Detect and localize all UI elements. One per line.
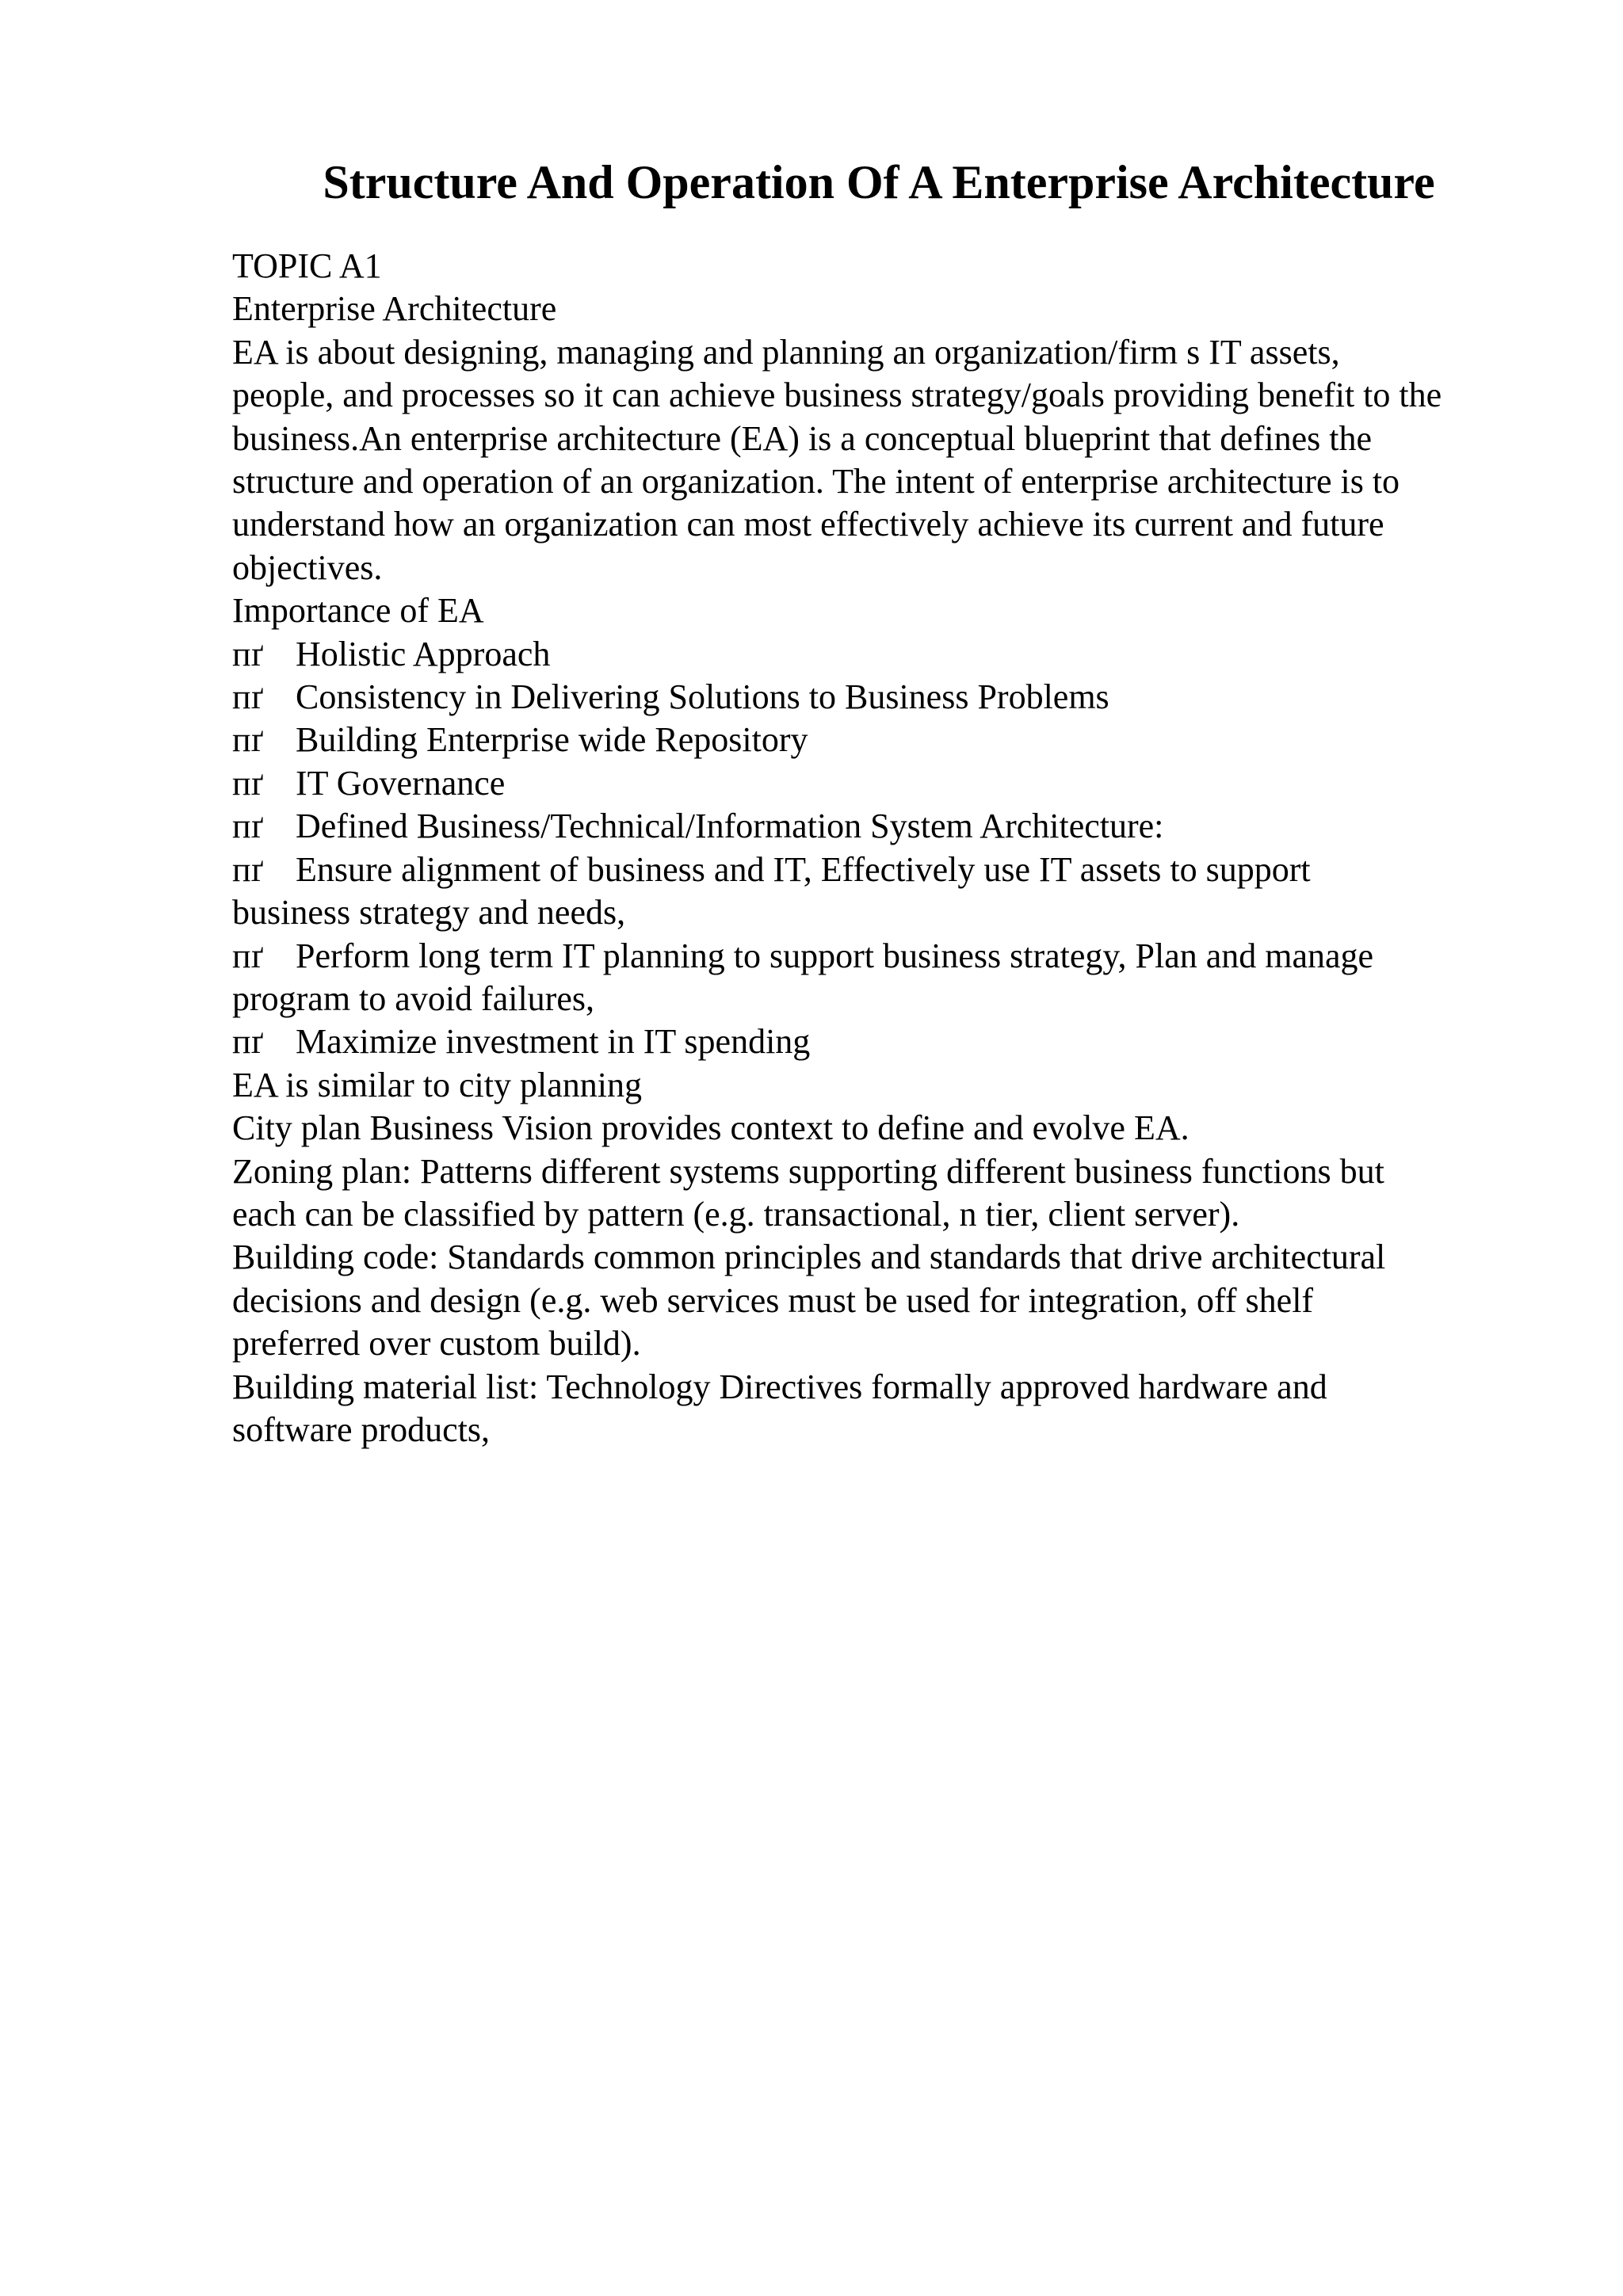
bullet-item	[232, 1020, 1532, 1063]
text-line: understand how an organization can most effectively achieve its current and future	[232, 505, 1384, 544]
bullet-item	[232, 849, 1532, 891]
text-line: City plan Business Vision provides context to define and evolve EA.	[232, 1108, 1190, 1148]
bullet-item	[232, 719, 1532, 761]
page-title: Structure And Operation Of A Enterprise Architecture	[323, 156, 1435, 208]
bullet-item	[232, 633, 1532, 676]
bullet-text: IT Governance	[296, 763, 506, 803]
bullet-item	[232, 676, 1532, 719]
document-body	[232, 245, 1532, 1451]
bullet-item	[232, 935, 1532, 978]
bullet-marker: пґ	[232, 720, 263, 760]
bullet-item	[232, 805, 1532, 848]
text-line: EA is similar to city planning	[232, 1065, 642, 1104]
bullet-marker: пґ	[232, 807, 263, 846]
text-line: Building material list: Technology Directives formally approved hardware and	[232, 1367, 1327, 1406]
bullet-text: Maximize investment in IT spending	[296, 1022, 811, 1062]
bullet-text: Ensure alignment of business and IT, Effectively use IT assets to support	[296, 849, 1311, 889]
text-line: structure and operation of an organization. The intent of enterprise architecture is to	[232, 462, 1400, 502]
bullet-marker: пґ	[232, 677, 263, 717]
text-line: Importance of EA	[232, 591, 484, 631]
text-line: decisions and design (e.g. web services must be used for integration, off shelf	[232, 1280, 1314, 1320]
text-line: Zoning plan: Patterns different systems supporting different business functions but	[232, 1151, 1384, 1191]
text-line: business strategy and needs,	[232, 893, 626, 933]
bullet-text: Consistency in Delivering Solutions to Business Problems	[296, 677, 1109, 717]
text-line: people, and processes so it can achieve business strategy/goals providing benefit to the	[232, 376, 1442, 415]
text-line: software products,	[232, 1409, 491, 1449]
text-line: program to avoid failures,	[232, 978, 594, 1018]
text-line: business.An enterprise architecture (EA) is a conceptual blueprint that defines the	[232, 418, 1373, 458]
text-line: objectives.	[232, 547, 383, 587]
text-line: Enterprise Architecture	[232, 289, 557, 329]
text-line: each can be classified by pattern (e.g. transactional, n tier, client server).	[232, 1194, 1240, 1234]
bullet-marker: пґ	[232, 1022, 263, 1062]
bullet-marker: пґ	[232, 634, 263, 673]
text-line: preferred over custom build).	[232, 1324, 641, 1363]
bullet-marker: пґ	[232, 849, 263, 889]
bullet-marker: пґ	[232, 936, 263, 975]
bullet-text: Building Enterprise wide Repository	[296, 720, 808, 760]
bullet-text: Holistic Approach	[296, 634, 551, 673]
bullet-text: Defined Business/Technical/Information System Architecture:	[296, 807, 1164, 846]
bullet-marker: пґ	[232, 763, 263, 803]
text-line: Building code: Standards common principles and standards that drive architectural	[232, 1238, 1386, 1277]
text-line: EA is about designing, managing and planning an organization/firm s IT assets,	[232, 332, 1340, 372]
bullet-item	[232, 762, 1532, 805]
text-line: TOPIC A1	[232, 246, 382, 285]
bullet-text: Perform long term IT planning to support business strategy, Plan and manage	[296, 936, 1374, 975]
